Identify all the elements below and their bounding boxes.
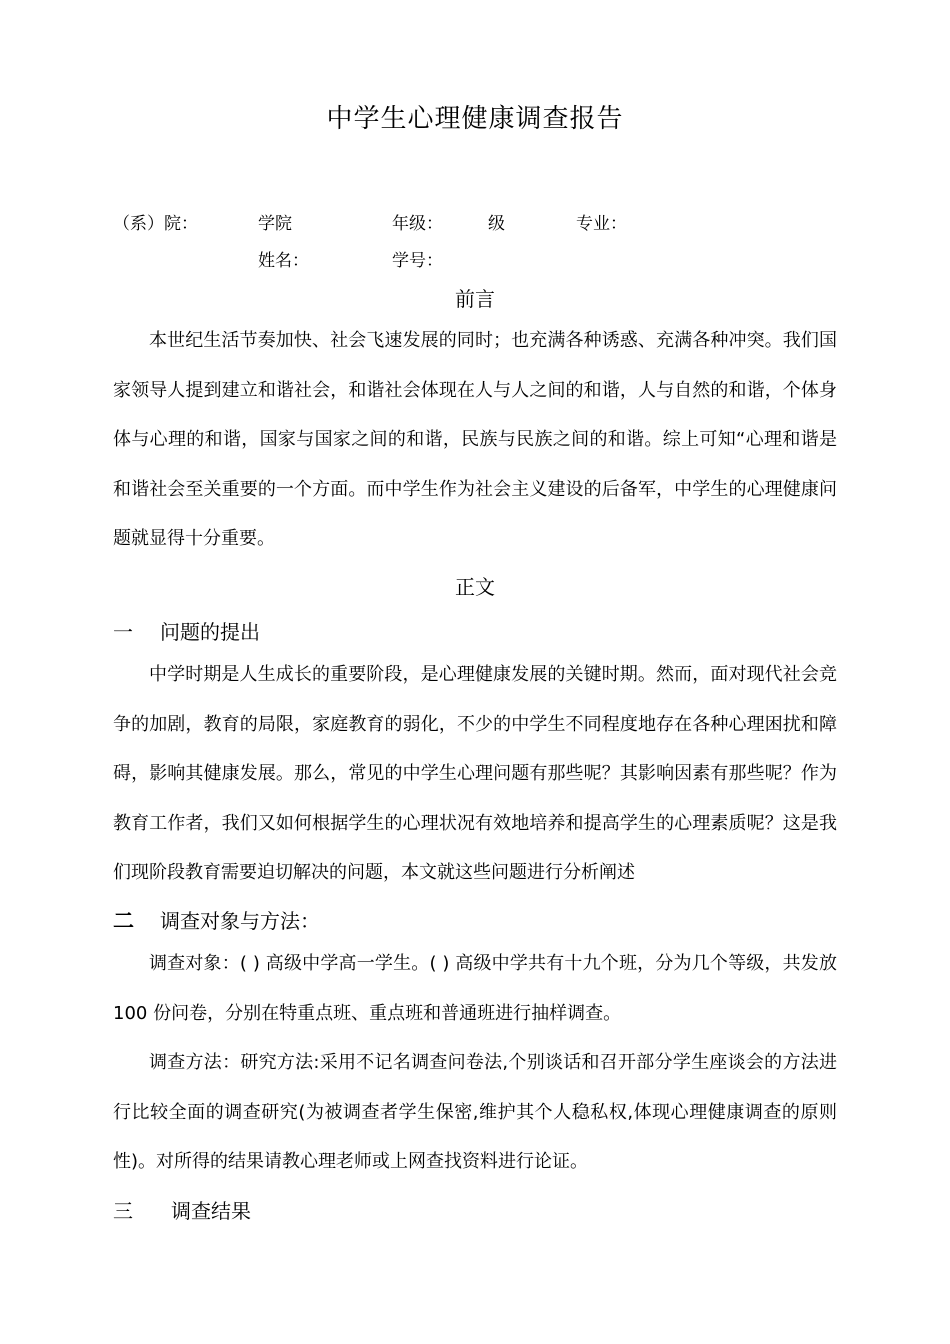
section-2-title: 调查对象与方法： (160, 909, 320, 933)
college-value: 学院 (258, 214, 292, 234)
section-3-number: 三 (113, 1199, 133, 1223)
section-1-number: 一 (113, 620, 133, 644)
section-2-paragraph-1: 调查对象：( ) 高级中学高一学生。( ) 高级中学共有十九个班，分为几个等级，共发放 100 份问卷，分别在特重点班、重点班和普通班进行抽样调查。 (113, 953, 837, 1024)
section-1-paragraph: 中学时期是人生成长的重要阶段，是心理健康发展的关键时期。然而，面对现代社会竞争的加剧，教育的局限，家庭教育的弱化，不少的中学生不同程度地存在各种心理困扰和障碍，影响其健康发展。那么，常见的中学生心理问题有那些呢？其影响因素有那些呢？作为教育工作者，我们又如何根据学生的心理状况有效地培养和提高学生的心理素质呢？这是我们现阶段教育需要迫切解决的问题，本文就这些问题进行分析阐述 (113, 664, 837, 883)
grade-label: 年级： (392, 214, 443, 234)
dept-label: （系）院： (113, 214, 198, 234)
grade-value: 级 (488, 214, 505, 234)
document-title: 中学生心理健康调查报告 (326, 104, 624, 134)
section-1-title: 问题的提出 (160, 620, 260, 644)
preface-paragraph: 本世纪生活节奏加快、社会飞速发展的同时；也充满各种诱惑、充满各种冲突。我们国家领导人提到建立和谐社会，和谐社会体现在人与人之间的和谐，人与自然的和谐，个体身体与心理的和谐，国家与国家之间的和谐，民族与民族之间的和谐。综上可知“心理和谐是和谐社会至关重要的一个方面。而中学生作为社会主义建设的后备军，中学生的心理健康问题就显得十分重要。 (113, 330, 837, 549)
section-2-number: 二 (113, 909, 134, 933)
preface-heading: 前言 (455, 287, 495, 311)
section-3-title: 调查结果 (171, 1199, 251, 1223)
body-heading: 正文 (455, 575, 495, 599)
student-id-label: 学号： (392, 251, 443, 271)
name-label: 姓名： (258, 251, 309, 271)
major-label: 专业： (576, 214, 627, 234)
section-2-paragraph-2: 调查方法：研究方法:采用不记名调查问卷法,个别谈话和召开部分学生座谈会的方法进行比较全面的调查研究(为被调查者学生保密,维护其个人稳私权,体现心理健康调查的原则性)。对所得的结果请教心理老师或上网查找资料进行论证。 (113, 1052, 837, 1172)
